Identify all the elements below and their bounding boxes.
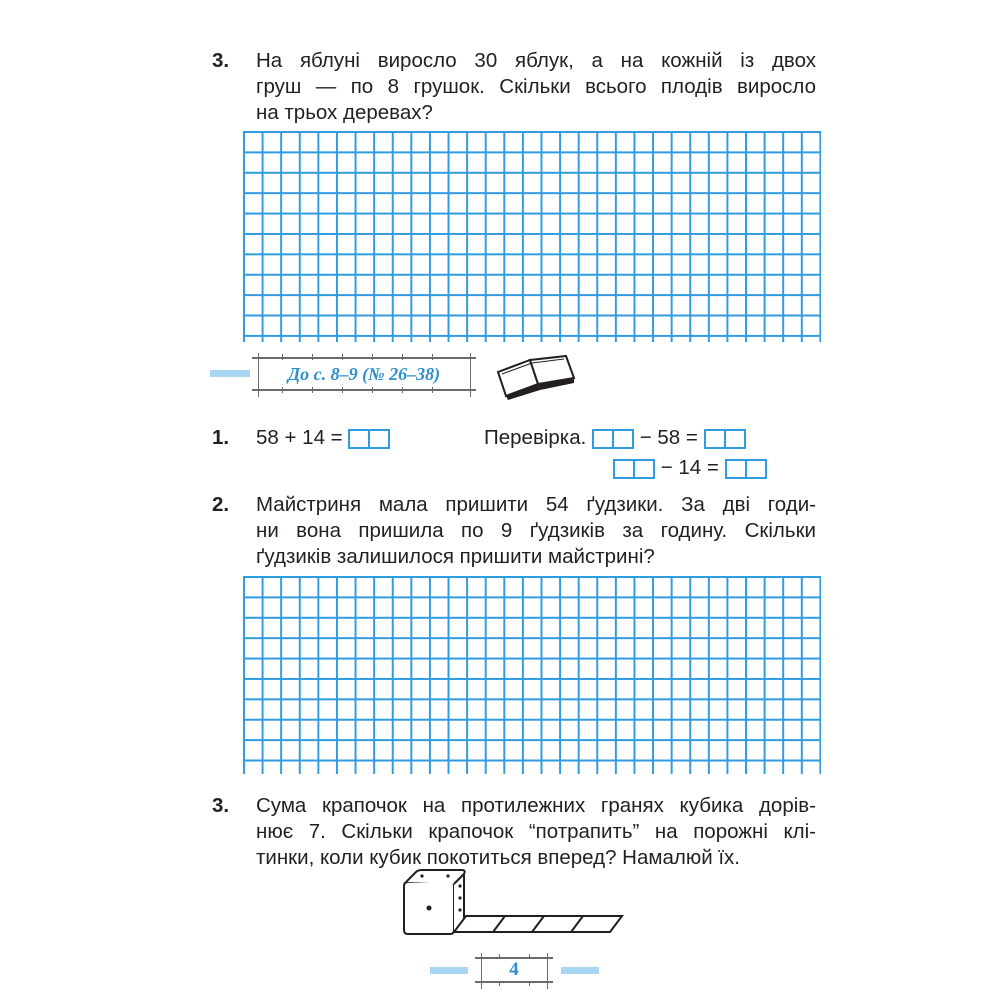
answer-box[interactable]: [592, 429, 634, 449]
reference-text: До с. 8–9 (№ 26–38): [287, 363, 441, 384]
task-text-line: груш — по 8 грушок. Скільки всього плодів виросло: [256, 75, 816, 98]
page-number: [475, 957, 553, 983]
answer-grid-middle[interactable]: [243, 576, 821, 774]
die-illustration: [400, 868, 630, 938]
task-text-line: На яблуні виросло 30 яблук, а на кожній із двох: [256, 49, 816, 72]
check-operation: − 58 =: [639, 426, 698, 449]
die-dot: [458, 908, 461, 911]
task-text-line: ґудзиків залишилося пришити майстрині?: [256, 545, 655, 568]
answer-box[interactable]: [613, 459, 655, 479]
task-text: [256, 793, 816, 871]
reference-label: [252, 357, 476, 391]
die-dot: [420, 874, 423, 877]
die-dot: [446, 874, 449, 877]
footer-bar-right: [561, 967, 599, 974]
task-text-line: на трьох деревах?: [256, 101, 433, 124]
answer-grid-top[interactable]: [243, 131, 821, 342]
check-operation: − 14 =: [660, 456, 719, 479]
answer-box[interactable]: [725, 459, 767, 479]
task-text: [256, 492, 816, 570]
die-dot: [458, 884, 461, 887]
open-book-icon: [494, 350, 578, 400]
die-dot: [458, 896, 461, 899]
task-text-line: нює 7. Скільки крапочок “потрапить” на порожні клі-: [256, 820, 816, 843]
task-1-expression: 58 + 14 =: [256, 426, 343, 449]
check-label: Перевірка.: [484, 426, 587, 449]
check-line-1: [484, 426, 746, 450]
task-1-number: 1.: [212, 426, 230, 449]
task-text-line: ни вона пришила по 9 ґудзиків за годину. Скільки: [256, 519, 816, 542]
check-line-2: [613, 456, 767, 480]
die-dot: [427, 906, 432, 911]
task-1-equation: [256, 426, 390, 450]
reference-bar: [210, 370, 250, 377]
task-text-line: Сума крапочок на протилежних гранях кубика дорів-: [256, 794, 816, 817]
footer-bar-left: [430, 967, 468, 974]
task-text-line: Майстриня мала пришити 54 ґудзики. За дві годи-: [256, 493, 816, 516]
task-number: 3.: [212, 49, 230, 72]
answer-box[interactable]: [348, 429, 390, 449]
task-number: 2.: [212, 493, 230, 516]
task-text-line: тинки, коли кубик покотиться вперед? Намалюй їх.: [256, 846, 741, 869]
answer-box[interactable]: [704, 429, 746, 449]
task-number: 3.: [212, 794, 230, 817]
task-text: [256, 48, 816, 126]
page-number-text: 4: [509, 959, 519, 980]
